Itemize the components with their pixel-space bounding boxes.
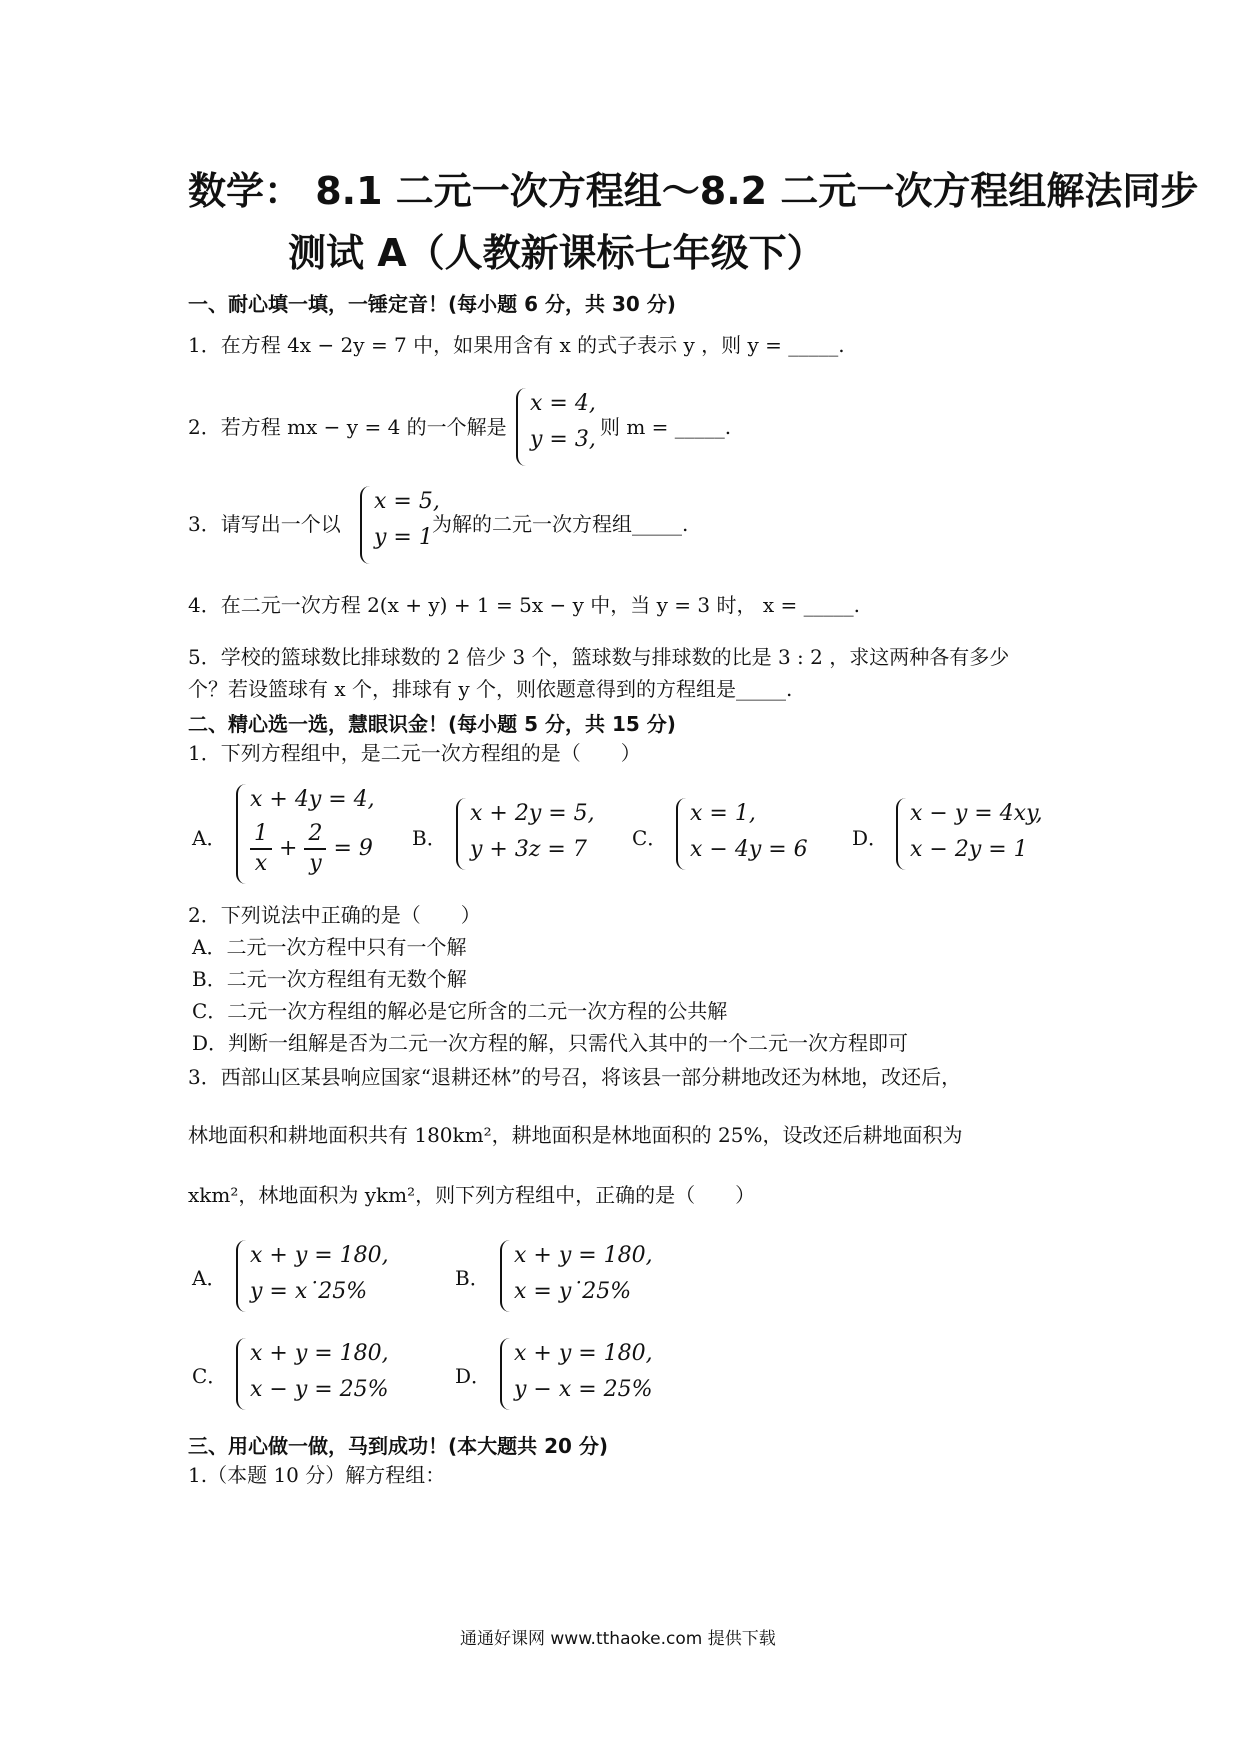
s2-q3-a-system (250, 1238, 389, 1310)
s2-q1-c-system (690, 796, 808, 868)
s2-q1-b-brace (456, 798, 468, 870)
s2-q3-a-brace (236, 1240, 248, 1312)
s2-q3-option-d-label: D． (455, 1364, 492, 1388)
s1-q2-eq2: y = 3, (530, 427, 596, 452)
s2-q3-d-eq2: y − x = 25% (514, 1377, 653, 1402)
s2-q2-option-a: A．二元一次方程中只有一个解 (192, 935, 467, 959)
s2-q1-c-eq1: x = 1, (690, 801, 756, 826)
s2-q3-option-b-label: B． (455, 1266, 490, 1290)
s1-question-5-line2: 个？若设篮球有 x 个，排球有 y 个，则依题意得到的方程组是_____. (188, 677, 793, 701)
s2-question-3-line2: 林地面积和耕地面积共有 180km²，耕地面积是林地面积的 25%，设改还后耕地面积为 (188, 1123, 963, 1147)
s2-q1-a-frac2: $\frac{2}{y}$ (304, 820, 326, 878)
s1-q3-eq2: y = 1 (374, 525, 433, 550)
s2-q3-b-eq2: x = y˙25% (514, 1279, 632, 1304)
s2-q1-a-system (250, 780, 375, 878)
s2-q3-d-system (514, 1336, 653, 1408)
document-title-line2: 测试 A（人教新课标七年级下） (288, 231, 825, 275)
s3-question-1: 1.（本题 10 分）解方程组： (188, 1463, 446, 1487)
s1-question-2-prefix: 2．若方程 mx − y = 4 的一个解是 (188, 415, 507, 439)
s2-q1-b-eq2: y + 3z = 7 (470, 837, 587, 862)
s1-question-3-suffix: 为解的二元一次方程组_____. (432, 512, 689, 536)
s1-question-2-suffix: 则 m = _____. (600, 415, 732, 439)
s2-q3-c-system (250, 1336, 389, 1408)
s2-q1-d-eq2: x − 2y = 1 (910, 837, 1028, 862)
s1-q3-brace (360, 486, 372, 564)
s2-q1-option-a-label: A． (192, 826, 227, 850)
s2-q3-c-eq2: x − y = 25% (250, 1377, 389, 1402)
s2-q2-option-d: D．判断一组解是否为二元一次方程的解，只需代入其中的一个二元一次方程即可 (192, 1031, 909, 1055)
s2-q1-a-eq1: x + 4y = 4, (250, 787, 375, 812)
s2-q1-option-d-label: D． (852, 826, 889, 850)
s1-q2-eq1: x = 4, (530, 391, 596, 416)
s2-q3-option-c-label: C． (192, 1364, 228, 1388)
s1-q2-system (530, 386, 596, 458)
s1-q3-system (374, 484, 440, 556)
s1-question-1: 1．在方程 4x − 2y = 7 中，如果用含有 x 的式子表示 y ，则 y = _____. (188, 333, 845, 357)
s2-q1-option-c-label: C． (632, 826, 668, 850)
s2-q3-b-eq1: x + y = 180, (514, 1243, 653, 1268)
s2-question-1: 1．下列方程组中，是二元一次方程组的是（ ） (188, 741, 641, 765)
s2-q1-a-frac1: $\frac{1}{x}$ (250, 820, 272, 878)
s2-q2-option-c: C．二元一次方程组的解必是它所含的二元一次方程的公共解 (192, 999, 728, 1023)
section2-heading: 二、精心选一选，慧眼识金！(每小题 5 分，共 15 分) (188, 712, 676, 736)
s2-q1-a-eq2: $\frac{1}{x}$ + $\frac{2}{y}$ = 9 (250, 820, 375, 878)
s2-q3-a-eq2: y = x˙25% (250, 1279, 368, 1304)
s2-question-3-line1: 3．西部山区某县响应国家“退耕还林”的号召，将该县一部分耕地改还为林地，改还后， (188, 1065, 962, 1089)
s2-q1-a-brace (236, 784, 248, 884)
s2-q3-c-eq1: x + y = 180, (250, 1341, 389, 1366)
s1-question-5-line1: 5．学校的篮球数比排球数的 2 倍少 3 个，篮球数与排球数的比是 3 : 2 ，求这两种各有多少 (188, 645, 1010, 669)
s2-q3-d-eq1: x + y = 180, (514, 1341, 653, 1366)
s2-q1-d-system (910, 796, 1043, 868)
s2-q3-d-brace (500, 1338, 512, 1410)
s2-q3-b-system (514, 1238, 653, 1310)
s2-q1-d-brace (896, 798, 908, 870)
s1-q2-brace (516, 388, 528, 466)
s2-q1-d-eq1: x − y = 4xy, (910, 801, 1043, 826)
s2-q2-option-b: B．二元一次方程组有无数个解 (192, 967, 467, 991)
s2-question-3-line3: xkm²，林地面积为 ykm²，则下列方程组中，正确的是（ ） (188, 1183, 756, 1207)
s2-q1-c-eq2: x − 4y = 6 (690, 837, 808, 862)
s1-question-3-prefix: 3．请写出一个以 (188, 512, 341, 536)
document-title-line1: 数学： 8.1 二元一次方程组～8.2 二元一次方程组解法同步 (188, 169, 1199, 213)
s2-q1-b-system (470, 796, 595, 868)
s2-q3-a-eq1: x + y = 180, (250, 1243, 389, 1268)
page-footer: 通通好课网 www.tthaoke.com 提供下载 (460, 1629, 776, 1649)
section1-heading: 一、耐心填一填，一锤定音！(每小题 6 分，共 30 分) (188, 292, 676, 316)
s2-q3-b-brace (500, 1240, 512, 1312)
s2-q1-b-eq1: x + 2y = 5, (470, 801, 595, 826)
section3-heading: 三、用心做一做，马到成功！(本大题共 20 分) (188, 1434, 609, 1458)
s1-q3-eq1: x = 5, (374, 489, 440, 514)
s1-question-4: 4．在二元一次方程 2(x + y) + 1 = 5x − y 中，当 y = 3 时， x = _____. (188, 593, 860, 617)
s2-question-2: 2．下列说法中正确的是（ ） (188, 903, 481, 927)
s2-q3-c-brace (236, 1338, 248, 1410)
s2-q1-option-b-label: B． (412, 826, 447, 850)
s2-q1-c-brace (676, 798, 688, 870)
s2-q3-option-a-label: A． (192, 1266, 227, 1290)
